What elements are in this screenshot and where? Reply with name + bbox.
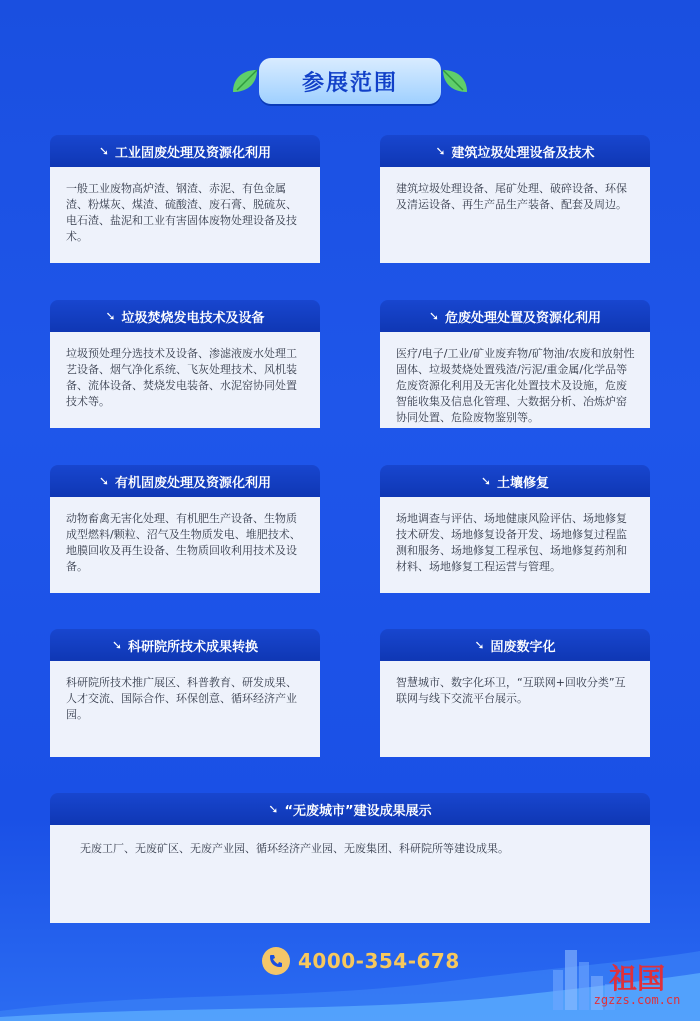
section-heading: “无废城市”建设成果展示 — [284, 803, 432, 819]
arrow-icon: ➘ — [480, 474, 492, 488]
section-header — [50, 135, 320, 167]
section-card — [380, 135, 650, 263]
phone-icon — [262, 947, 290, 975]
leaf-icon — [229, 66, 259, 96]
section-header — [50, 465, 320, 497]
section-card — [50, 465, 320, 593]
arrow-icon: ➘ — [428, 309, 440, 323]
arrow-icon: ➘ — [435, 144, 446, 158]
section-heading: 建筑垃圾处理设备及技术 — [451, 145, 595, 161]
phone-number: 4000-354-678 — [298, 949, 460, 973]
section-header — [50, 793, 650, 825]
section-header — [380, 135, 650, 167]
section-heading: 工业固废处理及资源化利用 — [115, 145, 272, 161]
section-heading: 土壤修复 — [497, 475, 550, 491]
section-body: 动物畜禽无害化处理、有机肥生产设备、生物质成型燃料/颗粒、沼气及生物质发电、堆肥技术、地膜回收及再生设备、生物质回收利用技术及设备。 — [50, 497, 320, 593]
watermark-logo-text: 祖国 — [608, 962, 665, 995]
section-body: 医疗/电子/工业/矿业废弃物/矿物油/农废和放射性固体、垃圾焚烧处置残渣/污泥/重金属/化学品等危废资源化利用及无害化处置技术及设施，危废智能收集及信息化管理、大数据分析、冶炼炉窑协同处置、危险废物鉴别等。 — [380, 332, 650, 428]
leaf-icon — [441, 66, 471, 96]
section-card — [50, 629, 320, 757]
arrow-icon: ➘ — [111, 638, 123, 652]
section-card — [380, 300, 650, 428]
title-banner — [229, 58, 471, 106]
section-body: 场地调查与评估、场地健康风险评估、场地修复技术研发、场地修复设备开发、场地修复过程监测和服务、场地修复工程承包、场地修复药剂和材料、场地修复工程运营与管理。 — [380, 497, 650, 593]
section-body: 无废工厂、无废矿区、无废产业园、循环经济产业园、无废集团、科研院所等建设成果。 — [50, 825, 650, 923]
title-pill — [259, 58, 441, 104]
section-heading: 科研院所技术成果转换 — [128, 639, 259, 655]
section-card — [50, 300, 320, 428]
phone-contact — [262, 944, 460, 978]
section-heading: 有机固废处理及资源化利用 — [115, 475, 272, 491]
section-body: 科研院所技术推广展区、科普教育、研发成果、人才交流、国际合作、环保创意、循环经济产业园。 — [50, 661, 320, 757]
section-header — [380, 629, 650, 661]
watermark-logo — [592, 957, 682, 1011]
section-card — [380, 629, 650, 757]
arrow-icon: ➘ — [98, 144, 110, 158]
arrow-icon: ➘ — [474, 638, 485, 652]
section-heading: 固废数字化 — [490, 639, 556, 655]
arrow-icon: ➘ — [98, 474, 110, 488]
section-body: 一般工业废物高炉渣、钢渣、赤泥、有色金属渣、粉煤灰、煤渣、硫酸渣、废石膏、脱硫灰、电石渣、盐泥和工业有害固体废物处理设备及技术。 — [50, 167, 320, 263]
watermark-domain: zgzzs.com.cn — [593, 993, 681, 1007]
section-card — [50, 135, 320, 263]
section-body: 建筑垃圾处理设备、尾矿处理、破碎设备、环保及清运设备、再生产品生产装备、配套及周边。 — [380, 167, 650, 263]
section-body: 智慧城市、数字化环卫，“互联网+回收分类”互联网与线下交流平台展示。 — [380, 661, 650, 757]
arrow-icon: ➘ — [105, 309, 116, 323]
section-heading: 垃圾焚烧发电技术及设备 — [121, 310, 265, 326]
page-title: 参展范围 — [301, 70, 398, 96]
section-header — [50, 300, 320, 332]
section-header — [50, 629, 320, 661]
section-body: 垃圾预处理分选技术及设备、渗滤液废水处理工艺设备、烟气净化系统、飞灰处理技术、风机装备、流体设备、焚烧发电装备、水泥窑协同处置技术等。 — [50, 332, 320, 428]
section-header — [380, 465, 650, 497]
wide-section-card — [50, 793, 650, 923]
section-heading: 危废处理处置及资源化利用 — [445, 310, 602, 326]
section-card — [380, 465, 650, 593]
section-header — [380, 300, 650, 332]
arrow-icon: ➘ — [268, 802, 279, 816]
